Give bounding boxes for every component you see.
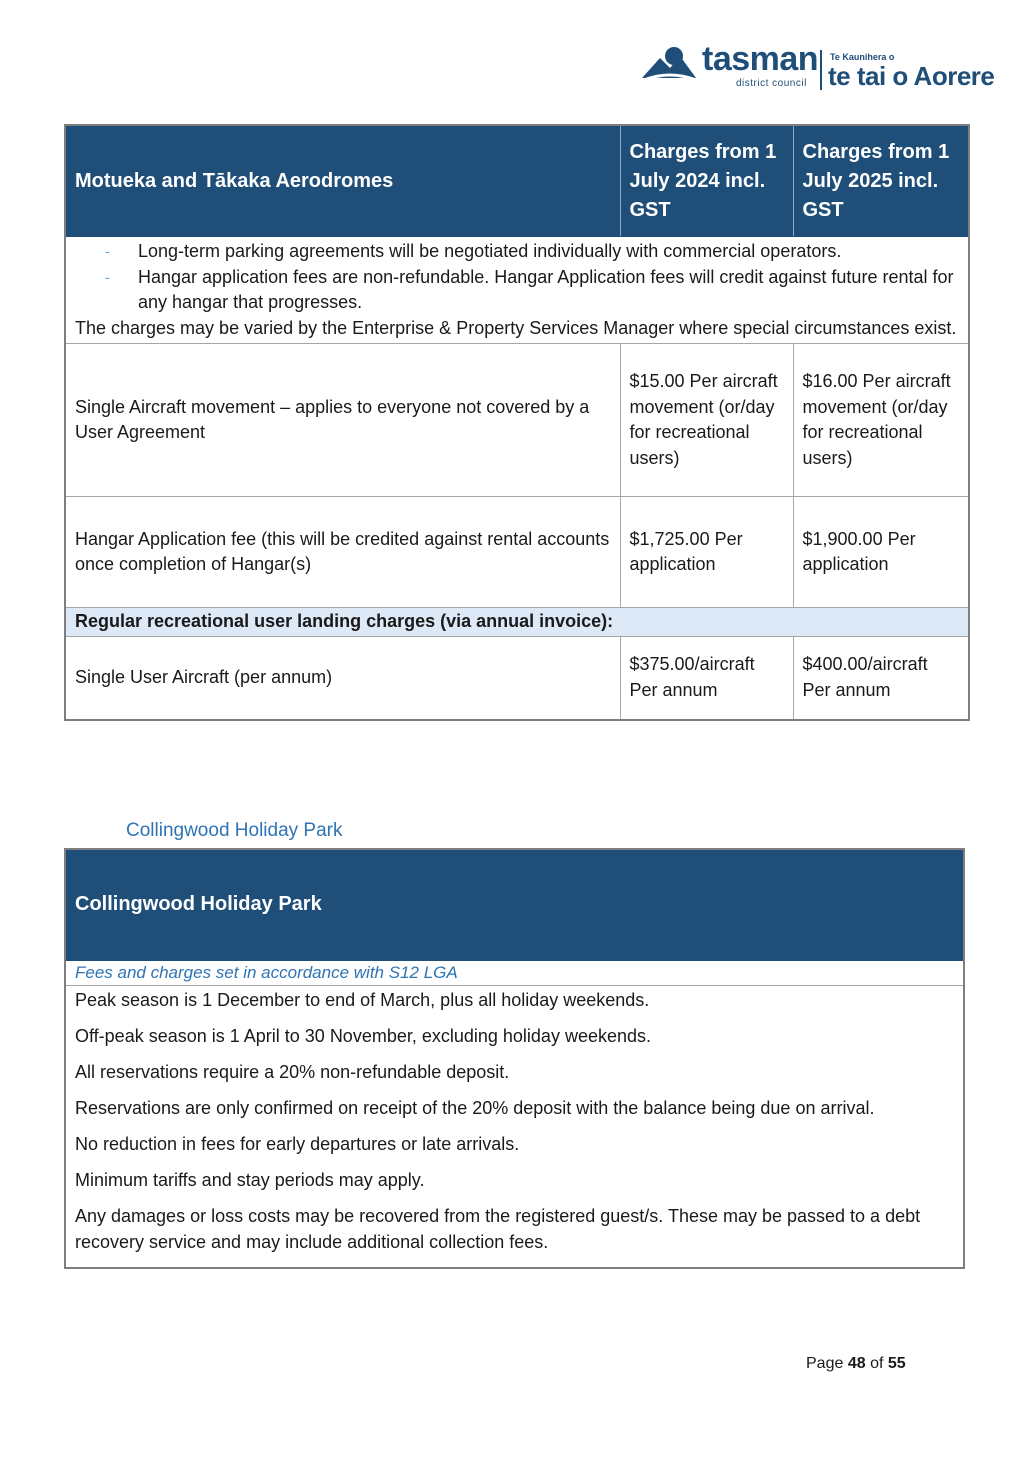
page-total: 55 bbox=[887, 1355, 906, 1372]
table-header-row bbox=[65, 849, 964, 961]
table-row bbox=[65, 636, 969, 720]
logo-brand-subtext: district council bbox=[736, 78, 807, 89]
terms-cell bbox=[65, 986, 964, 1269]
term-paragraph: Minimum tariffs and stay periods may apply. bbox=[75, 1170, 425, 1190]
row-fee-2025: $400.00/aircraft Per annum bbox=[793, 636, 969, 720]
table-title: Collingwood Holiday Park bbox=[65, 849, 964, 961]
page-prefix: Page bbox=[806, 1355, 844, 1372]
page-number bbox=[806, 1355, 906, 1373]
table-subtitle: Fees and charges set in accordance with S12 LGA bbox=[65, 961, 964, 986]
term-paragraph: All reservations require a 20% non-refundable deposit. bbox=[75, 1062, 510, 1082]
logo-brand-text: tasman bbox=[702, 40, 819, 78]
note-bullet bbox=[75, 239, 959, 265]
term-paragraph: No reduction in fees for early departures or late arrivals. bbox=[75, 1134, 520, 1154]
bullet-dash-icon: - bbox=[105, 268, 110, 285]
term-paragraph: Off-peak season is 1 April to 30 November, excluding holiday weekends. bbox=[75, 1026, 651, 1046]
terms-row bbox=[65, 986, 964, 1269]
col-header-2024: Charges from 1 July 2024 incl. GST bbox=[620, 125, 793, 237]
logo-maori-subtext: Te Kaunihera o bbox=[830, 52, 895, 62]
table-row bbox=[65, 497, 969, 608]
page-current: 48 bbox=[847, 1355, 866, 1372]
term-paragraph: Reservations are only confirmed on receipt of the 20% deposit with the balance being due on arrival. bbox=[75, 1098, 875, 1118]
note-bullet bbox=[75, 265, 959, 316]
section-band-row bbox=[65, 608, 969, 637]
row-description: Single User Aircraft (per annum) bbox=[65, 636, 620, 720]
row-fee-2025: $16.00 Per aircraft movement (or/day for recreational users) bbox=[793, 344, 969, 497]
row-description: Hangar Application fee (this will be credited against rental accounts once completion of Hangar(s) bbox=[65, 497, 620, 608]
row-fee-2024: $375.00/aircraft Per annum bbox=[620, 636, 793, 720]
holiday-park-table bbox=[64, 848, 965, 1269]
logo-divider bbox=[820, 50, 822, 90]
term-paragraph: Peak season is 1 December to end of March, plus all holiday weekends. bbox=[75, 990, 650, 1010]
page-of: of bbox=[870, 1355, 884, 1372]
row-description: Single Aircraft movement – applies to everyone not covered by a User Agreement bbox=[65, 344, 620, 497]
row-fee-2024: $1,725.00 Per application bbox=[620, 497, 793, 608]
notes-cell bbox=[65, 237, 969, 344]
aerodrome-charges-table bbox=[64, 124, 970, 721]
notes-row bbox=[65, 237, 969, 344]
subtitle-row bbox=[65, 961, 964, 986]
table-title: Motueka and Tākaka Aerodromes bbox=[65, 125, 620, 237]
note-text: Long-term parking agreements will be negotiated individually with commercial operators. bbox=[138, 241, 842, 261]
row-fee-2024: $15.00 Per aircraft movement (or/day for recreational users) bbox=[620, 344, 793, 497]
table-row bbox=[65, 344, 969, 497]
note-text: Hangar application fees are non-refundable. Hangar Application fees will credit against future rental for any hangar that progresses. bbox=[138, 266, 954, 312]
table-header-row bbox=[65, 125, 969, 237]
section-band-label: Regular recreational user landing charges (via annual invoice): bbox=[65, 608, 969, 637]
logo-maori-text: te tai o Aorere bbox=[828, 61, 995, 91]
term-paragraph: Any damages or loss costs may be recovered from the registered guest/s. These may be passed to a debt recovery service and may include additional collection fees. bbox=[75, 1206, 921, 1252]
row-fee-2025: $1,900.00 Per application bbox=[793, 497, 969, 608]
council-logo bbox=[640, 40, 1005, 98]
col-header-2025: Charges from 1 July 2025 incl. GST bbox=[793, 125, 969, 237]
section-heading-link[interactable]: Collingwood Holiday Park bbox=[126, 820, 343, 841]
bullet-dash-icon: - bbox=[105, 243, 110, 259]
note-footer: The charges may be varied by the Enterprise & Property Services Manager where special circumstances exist. bbox=[75, 317, 957, 338]
mountain-logo-icon bbox=[640, 44, 698, 84]
